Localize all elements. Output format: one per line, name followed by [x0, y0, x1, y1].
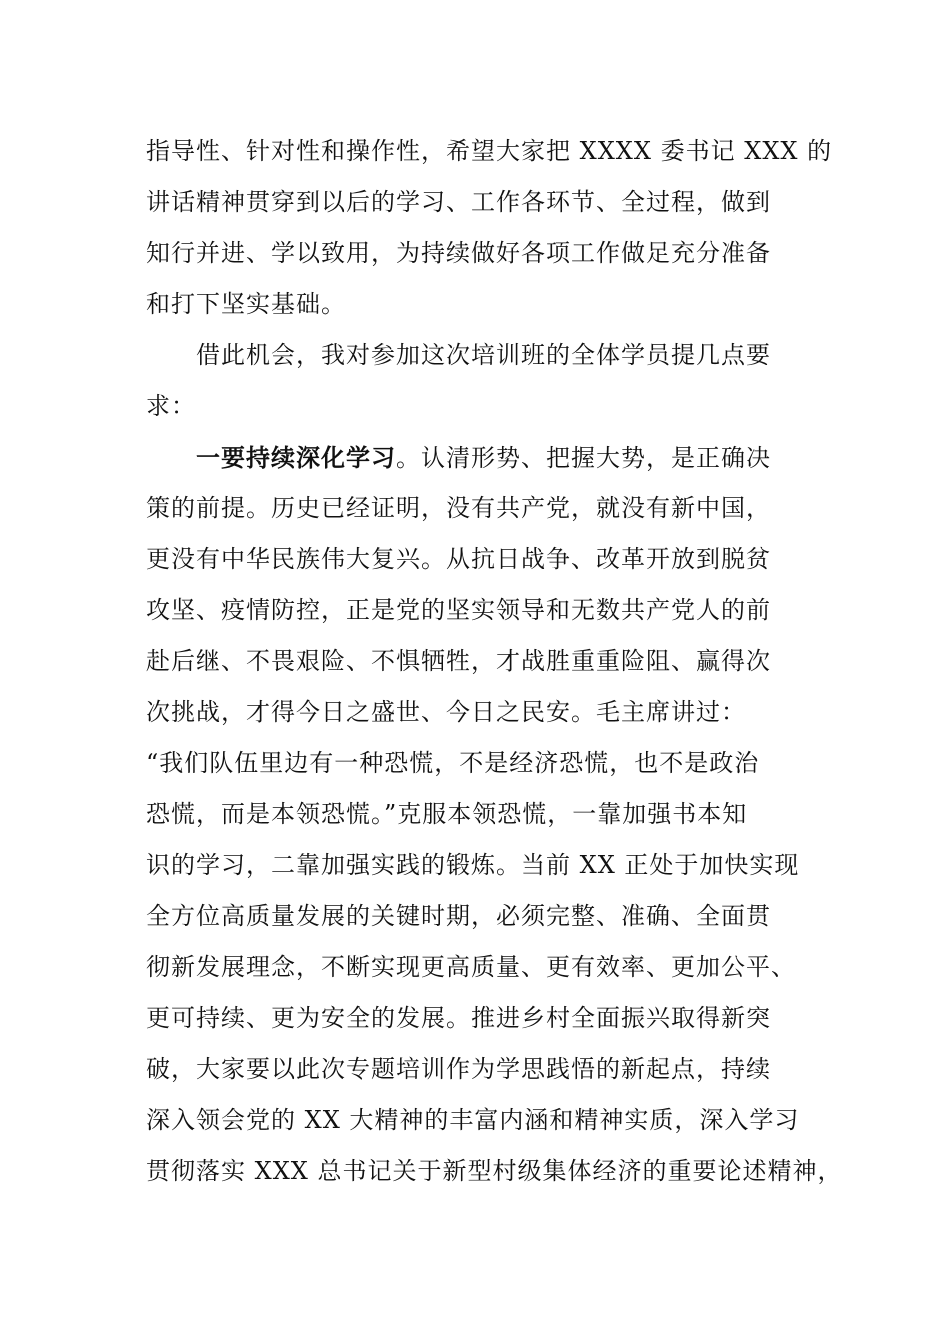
paragraph-3-line-12: 更可持续、更为安全的发展。推进乡村全面振兴取得新突 — [146, 1004, 771, 1032]
paragraph-3-line-14: 深入领会党的 XX 大精神的丰富内涵和精神实质，深入学习 — [146, 1106, 800, 1134]
paragraph-3-line-11: 彻新发展理念，不断实现更高质量、更有效率、更加公平、 — [146, 953, 796, 981]
paragraph-3-line-5: 赴后继、不畏艰险、不惧牺牲，才战胜重重险阻、赢得次 — [146, 647, 771, 675]
paragraph-2 — [146, 330, 806, 432]
document-body — [146, 126, 843, 1197]
paragraph-3-line-9: 识的学习，二靠加强实践的锻炼。当前 XX 正处于加快实现 — [146, 851, 800, 879]
paragraph-3-line-3: 更没有中华民族伟大复兴。从抗日战争、改革开放到脱贫 — [146, 545, 771, 573]
paragraph-2-line-2: 求： — [146, 392, 196, 420]
paragraph-1 — [146, 126, 833, 330]
paragraph-3-heading: 一要持续深化学习 — [196, 443, 396, 472]
paragraph-3-line-10: 全方位高质量发展的关键时期，必须完整、准确、全面贯 — [146, 902, 771, 930]
paragraph-3-line-2: 策的前提。历史已经证明，没有共产党，就没有新中国， — [146, 494, 771, 522]
paragraph-1-line-4: 和打下坚实基础。 — [146, 290, 346, 318]
paragraph-2-line-1: 借此机会，我对参加这次培训班的全体学员提几点要 — [196, 341, 771, 369]
paragraph-3-line-13: 破，大家要以此次专题培训作为学思践悟的新起点，持续 — [146, 1055, 771, 1083]
paragraph-1-line-2: 讲话精神贯穿到以后的学习、工作各环节、全过程，做到 — [146, 188, 771, 216]
paragraph-3-line-1 — [146, 432, 806, 483]
paragraph-3-line-8: 恐慌，而是本领恐慌。”克服本领恐慌，一靠加强书本知 — [146, 800, 748, 828]
paragraph-3-line-7: “我们队伍里边有一种恐慌，不是经济恐慌，也不是政治 — [146, 749, 760, 777]
paragraph-1-line-3: 知行并进、学以致用，为持续做好各项工作做足充分准备 — [146, 239, 771, 267]
paragraph-3-line-15: 贯彻落实 XXX 总书记关于新型村级集体经济的重要论述精神， — [146, 1157, 843, 1185]
paragraph-1-line-1: 指导性、针对性和操作性，希望大家把 XXXX 委书记 XXX 的 — [146, 137, 833, 165]
paragraph-3-line-6: 次挑战，才得今日之盛世、今日之民安。毛主席讲过： — [146, 698, 746, 726]
paragraph-3 — [146, 432, 843, 1197]
paragraph-3-line-4: 攻坚、疫情防控，正是党的坚实领导和无数共产党人的前 — [146, 596, 771, 624]
paragraph-3-line-1-rest: 。认清形势、把握大势，是正确决 — [396, 444, 771, 472]
